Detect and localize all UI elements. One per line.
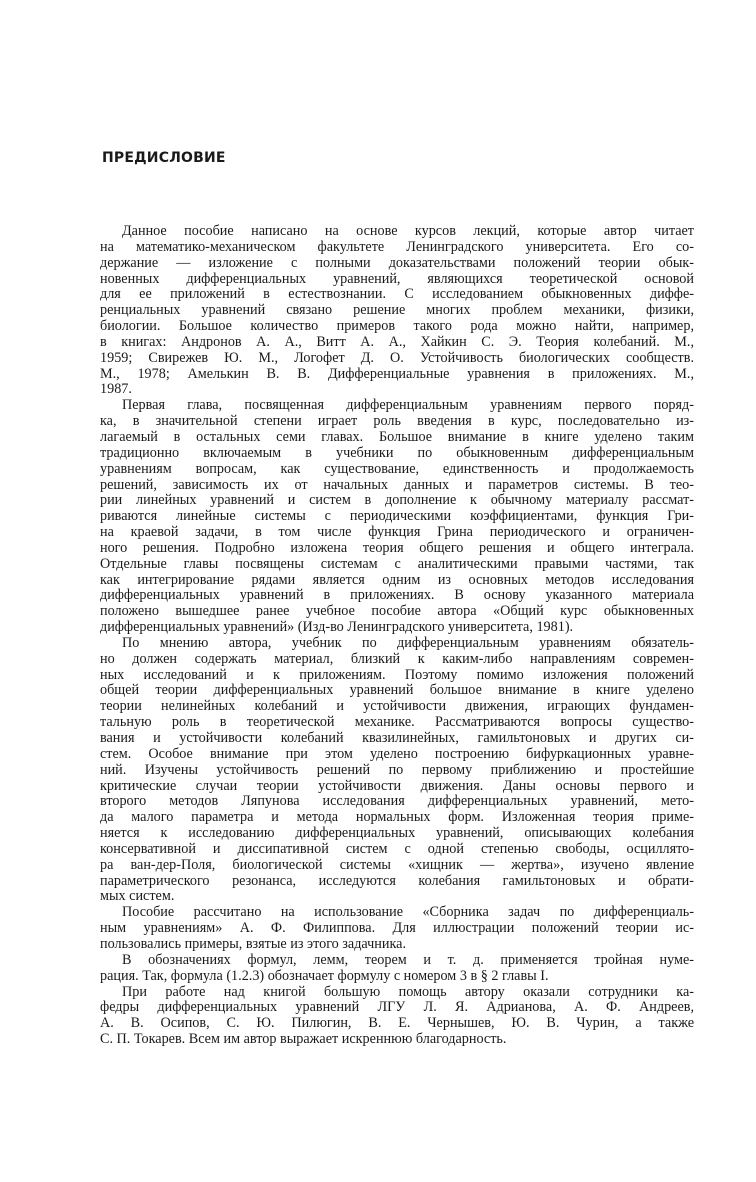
paragraph bbox=[100, 636, 694, 905]
text-line: уравнениям вопросам, как существование, единственность и продолжаемость bbox=[100, 460, 694, 477]
text-line: мых систем. bbox=[100, 888, 175, 905]
text-line: Первая глава, посвященная дифференциальным уравнениям первого поряд- bbox=[122, 397, 694, 414]
text-line: дифференциальных уравнений» (Изд-во Ленинградского университета, 1981). bbox=[100, 619, 574, 636]
text-line: лагаемый в остальных семи главах. Большое внимание в книге уделено таким bbox=[100, 428, 694, 445]
text-line: ка, в значительной степени играет роль введения в курс, последовательно из- bbox=[100, 413, 694, 430]
text-line: традиционно включаемым в учебники по обыкновенным дифференциальным bbox=[100, 444, 694, 461]
text-line: биологии. Большое количество примеров такого рода можно найти, например, bbox=[100, 318, 694, 335]
text-line: няется к исследованию дифференциальных уравнений, описывающих колебания bbox=[100, 825, 694, 842]
text-line: держание — изложение с полными доказательствами положений теории обык- bbox=[100, 254, 694, 271]
text-line: стем. Особое внимание при этом уделено построению бифуркационных уравне- bbox=[100, 745, 694, 762]
text-line: дифференциальных уравнений в приложениях. В основу указанного материала bbox=[100, 587, 694, 604]
text-line: Отдельные главы посвящены системам с аналитическими правыми частями, так bbox=[100, 555, 694, 572]
text-line: консервативной и диссипативной систем с одной степенью свободы, осциллято- bbox=[100, 840, 694, 857]
text-line: вания и устойчивости колебаний квазилинейных, гамильтоновых и других си- bbox=[100, 730, 694, 746]
text-line: положено вышедшее ранее учебное пособие автора «Общий курс обыкновенных bbox=[100, 603, 694, 620]
text-line: общей теории дифференциальных уравнений большое внимание в книге уделено bbox=[100, 682, 694, 699]
text-line: для ее приложений в естествознании. С исследованием обыкновенных диффе- bbox=[100, 286, 694, 303]
text-line: да малого параметра и метода нормальных форм. Изложенная теория приме- bbox=[100, 809, 694, 826]
body-text bbox=[100, 224, 694, 1048]
text-line: ного решения. Подробно изложена теория общего решения и общего интеграла. bbox=[100, 539, 694, 556]
text-line: но должен содержать материал, близкий к каким-либо направлениям современ- bbox=[100, 650, 694, 667]
text-line: рии линейных уравнений и систем в дополнение к обычному материалу рассмат- bbox=[100, 492, 694, 509]
paragraph bbox=[100, 398, 694, 636]
paragraph bbox=[100, 985, 694, 1048]
text-line: 1987. bbox=[100, 381, 132, 398]
text-line: теории нелинейных колебаний и устойчивости движения, играющих фундамен- bbox=[100, 698, 694, 715]
text-line: С. П. Токарев. Всем им автор выражает искреннюю благодарность. bbox=[100, 1031, 507, 1048]
text-line: параметрического резонанса, исследуются колебания гамильтоновых и обрати- bbox=[100, 872, 694, 889]
text-line: как интегрирование рядами является одним из основных методов исследования bbox=[100, 571, 694, 588]
text-line: риваются линейные системы с периодическими коэффициентами, функция Гри- bbox=[100, 508, 694, 525]
text-line: ра ван-дер-Поля, биологической системы «хищник — жертва», изучено явление bbox=[100, 856, 694, 873]
text-line: А. В. Осипов, С. Ю. Пилюгин, В. Е. Чернышев, Ю. В. Чурин, а также bbox=[100, 1015, 694, 1032]
text-line: ных исследований и к приложениям. Поэтому помимо изложения положений bbox=[100, 666, 694, 683]
text-line: на краевой задачи, в том числе функция Грина периодического и ограничен- bbox=[100, 524, 694, 541]
paragraph bbox=[100, 905, 694, 953]
text-line: При работе над книгой большую помощь автору оказали сотрудники ка- bbox=[122, 983, 694, 1000]
page-title: ПРЕДИСЛОВИЕ bbox=[102, 150, 226, 166]
text-line: ным уравнениям» А. Ф. Филиппова. Для иллюстрации положений теории ис- bbox=[100, 920, 694, 937]
text-line: критические случаи теории устойчивости движения. Даны основы первого и bbox=[100, 777, 694, 794]
text-line: 1959; Свирежев Ю. М., Логофет Д. О. Устойчивость биологических сообществ. bbox=[100, 349, 694, 366]
text-line: В обозначениях формул, лемм, теорем и т. д. применяется тройная нуме- bbox=[122, 951, 694, 968]
paragraph bbox=[100, 953, 694, 985]
text-line: рация. Так, формула (1.2.3) обозначает формулу с номером 3 в § 2 главы I. bbox=[100, 967, 549, 984]
text-line: По мнению автора, учебник по дифференциальным уравнениям обязатель- bbox=[122, 634, 694, 651]
text-line: Пособие рассчитано на использование «Сборника задач по дифференциаль- bbox=[122, 904, 694, 921]
text-line: пользовались примеры, взятые из этого задачника. bbox=[100, 935, 406, 952]
text-line: новенных дифференциальных уравнений, являющихся теоретической основой bbox=[100, 270, 694, 287]
text-line: в книгах: Андронов А. А., Витт А. А., Хайкин С. Э. Теория колебаний. М., bbox=[100, 333, 694, 350]
text-line: решений, зависимость их от начальных данных и параметров системы. В тео- bbox=[100, 476, 694, 493]
text-line: федры дифференциальных уравнений ЛГУ Л. Я. Адрианова, А. Ф. Андреев, bbox=[100, 999, 694, 1016]
paragraph bbox=[100, 224, 694, 398]
text-line: второго методов Ляпунова исследования дифференциальных уравнений, мето- bbox=[100, 793, 694, 810]
text-line: М., 1978; Амелькин В. В. Дифференциальные уравнения в приложениях. М., bbox=[100, 365, 694, 382]
text-line: ний. Изучены устойчивость решений по первому приближению и простейшие bbox=[100, 761, 694, 778]
text-line: тальную роль в теоретической механике. Рассматриваются вопросы существо- bbox=[100, 714, 694, 731]
text-line: на математико-механическом факультете Ленинградского университета. Его со- bbox=[100, 238, 694, 255]
text-line: ренциальных уравнений связано решение многих проблем механики, физики, bbox=[100, 302, 694, 319]
text-line: Данное пособие написано на основе курсов лекций, которые автор читает bbox=[122, 223, 694, 239]
